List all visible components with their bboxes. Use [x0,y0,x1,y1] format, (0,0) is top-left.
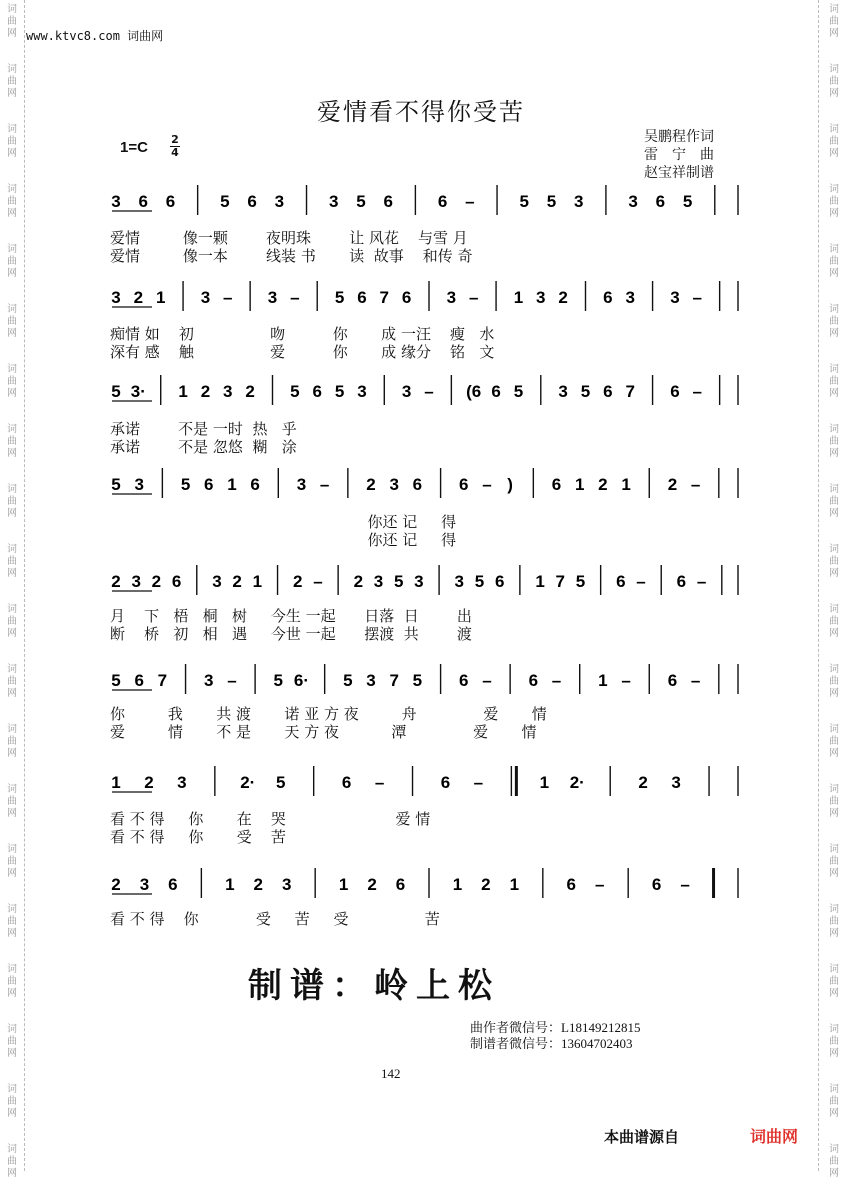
watermark-mark: 词 曲 网 [7,64,17,99]
note: 1 [574,475,585,494]
note: 6 [459,671,469,690]
watermark-mark: 词 曲 网 [829,724,839,759]
watermark-mark: 词 曲 网 [7,184,17,219]
note: 2· [240,773,256,792]
note: 1 [535,572,545,591]
note: 3 [267,288,278,307]
note: 6 [616,572,626,591]
note: 3 [628,192,638,211]
watermark-mark: 词 曲 网 [7,1144,17,1179]
note: – [319,475,330,494]
note: – [690,475,701,494]
note: 3 [558,382,568,401]
note: 3 [111,288,121,307]
note: – [594,875,605,894]
note: 2 [367,875,377,894]
note: 1 [452,875,463,894]
watermark-mark: 词 曲 网 [829,304,839,339]
note: 6 [491,382,501,401]
note: 6 [165,192,176,211]
note: 3 [357,382,367,401]
note: 2 [667,475,678,494]
note: 5 [111,475,121,494]
page-number: 142 [381,1066,401,1081]
watermark-mark: 词 曲 网 [7,304,17,339]
note: 5 [334,382,345,401]
note: 2 [151,572,162,591]
note: 6 [247,192,257,211]
note: 3 [329,192,339,211]
note: 3 [671,773,681,792]
key-signature: 1=C [120,139,148,156]
note: 1 [513,288,524,307]
credit-arranger: 赵宝祥制谱 [644,165,714,181]
watermark-mark: 词 曲 网 [829,1024,839,1059]
arranger-signature: 制谱：岭上松 [248,966,500,1006]
note: 1 [111,773,121,792]
note: – [692,288,703,307]
watermark-mark: 词 曲 网 [829,904,839,939]
note: 1 [178,382,188,401]
note: 2 [293,572,303,591]
note: 5 [111,382,121,401]
note: 5 [290,382,300,401]
note: 6 [459,475,469,494]
note: 5 [393,572,404,591]
note: 3 [536,288,546,307]
note: 6 [312,382,322,401]
watermark-mark: 词 曲 网 [7,244,17,279]
note: – [621,671,631,690]
note: 5 [273,671,284,690]
note: 6 [437,192,448,211]
watermark-mark: 词 曲 网 [829,964,839,999]
note: 3 [223,382,233,401]
note: – [424,382,434,401]
lyric-row-2-verse-1: 痴情 如 初 吻 你 成 一汪 瘦 水 [110,325,495,343]
note: 3 [670,288,680,307]
note: 5 [575,572,586,591]
watermark-mark: 词 曲 网 [7,124,17,159]
note: 3 [296,475,307,494]
lyric-row-3-verse-2: 承诺 不是 忽悠 糊 涂 [110,438,297,456]
note: 6 [670,382,680,401]
note: 5 [580,382,591,401]
note: 3 [212,572,222,591]
note: 2 [111,572,121,591]
note: 5 [180,475,191,494]
note: 1 [155,288,166,307]
lyric-row-1-verse-1: 爱情 像一颗 夜明珠 让 风花 与雪 月 [110,229,468,247]
watermark-mark: 词 曲 网 [829,784,839,819]
watermark-mark: 词 曲 网 [829,424,839,459]
note: 1 [509,875,520,894]
note: 5 [220,192,230,211]
watermark-mark: 词 曲 网 [829,544,839,579]
watermark-mark: 词 曲 网 [829,364,839,399]
note: 6 [551,475,562,494]
note: 6 [168,875,178,894]
watermark-mark: 词 曲 网 [829,184,839,219]
note: 6 [357,288,367,307]
note: 6· [293,671,310,690]
note: 3 [200,288,211,307]
note: 2· [569,773,585,792]
lyric-row-7-verse-2: 看 不 得 你 受 苦 [110,828,286,846]
note: 3 [573,192,584,211]
note: – [468,288,479,307]
watermark-mark: 词 曲 网 [7,664,17,699]
watermark-mark: 词 曲 网 [829,64,839,99]
time-signature-bottom: 4 [171,146,179,159]
note: 3 [177,773,187,792]
note: 3· [130,382,146,401]
note: 3 [139,875,150,894]
note: 5 [546,192,557,211]
credit-composer: 雷 宁 曲 [644,147,714,163]
note: 3 [366,671,376,690]
lyric-row-4-verse-2: 你还 记 得 [110,531,457,549]
watermark-mark: 词 曲 网 [829,4,839,39]
lyric-row-5-verse-2: 断 桥 初 相 遇 今世 一起 摆渡 共 渡 [110,625,472,643]
watermark-mark: 词 曲 网 [7,844,17,879]
note: 2 [245,382,255,401]
note: 3 [134,475,144,494]
note: 1 [621,475,631,494]
watermark-mark: 词 曲 网 [829,844,839,879]
note: 5 [412,671,423,690]
note: 7 [379,288,390,307]
note: – [551,671,562,690]
note: – [473,773,484,792]
time-signature-top: 2 [171,133,179,146]
lyric-row-5-verse-1: 月 下 梧 桐 树 今生 一起 日落 日 出 [110,607,472,625]
note: 6 [528,671,539,690]
note: 6 [566,875,577,894]
note: 6 [395,875,406,894]
note: 2 [144,773,154,792]
note: 2 [133,288,144,307]
lyric-row-8-verse-1: 看 不 得 你 受 苦 受 苦 [110,910,440,928]
note: 2 [232,572,242,591]
note: 2 [598,475,608,494]
note: 6 [676,572,687,591]
watermark-mark: 词 曲 网 [829,1144,839,1179]
footer-brand-link[interactable]: 词曲网 [750,1127,799,1146]
note: 6 [651,875,662,894]
watermark-mark: 词 曲 网 [7,424,17,459]
watermark-mark: 词 曲 网 [829,664,839,699]
note: 6 [171,572,182,591]
arranger-wechat: 制谱者微信号：13604702403 [470,1036,633,1051]
note: – [636,572,646,591]
note: 2 [253,875,264,894]
watermark-mark: 词 曲 网 [7,544,17,579]
watermark-mark: 词 曲 网 [7,484,17,519]
note: 2 [558,288,568,307]
note: 1 [227,475,237,494]
lyric-row-2-verse-2: 深有 感 触 爱 你 成 缘分 铭 文 [110,343,495,361]
watermark-mark: 词 曲 网 [7,4,17,39]
note: 6 [603,382,613,401]
note: 3 [625,288,635,307]
lyric-row-3-verse-1: 承诺 不是 一时 热 乎 [110,420,297,438]
lyric-row-7-verse-1: 看 不 得 你 在 哭 爱 情 [110,810,431,828]
note: – [692,382,703,401]
note: 5 [343,671,353,690]
credit-lyricist: 吴鹏程作词 [644,129,714,145]
watermark-mark: 词 曲 网 [7,964,17,999]
note: 6 [440,773,451,792]
note: 2 [111,875,121,894]
note: 2 [366,475,376,494]
watermark-mark: 词 曲 网 [829,604,839,639]
note: 7 [555,572,565,591]
note: 5 [334,288,345,307]
note: 1 [225,875,235,894]
note: 2 [638,773,648,792]
note: 2 [481,875,491,894]
watermark-mark: 词 曲 网 [7,904,17,939]
note: 3 [281,875,292,894]
note: 6 [603,288,613,307]
note: 6 [383,192,393,211]
footer-source-label: 本曲谱源自 [604,1128,680,1146]
note: 6 [134,671,144,690]
note: 7 [157,671,168,690]
note: – [482,475,492,494]
note: – [680,875,690,894]
note: 5 [474,572,485,591]
note: 3 [401,382,412,401]
note: 3 [131,572,141,591]
note: – [374,773,385,792]
note: 5 [276,773,286,792]
lyric-row-4-verse-1: 你还 记 得 [110,513,457,531]
song-title: 爱情看不得你受苦 [317,98,525,126]
note: 6 [341,773,352,792]
note: 1 [252,572,263,591]
note: 1 [539,773,550,792]
note: – [223,288,233,307]
note: – [690,671,701,690]
note: 5 [513,382,524,401]
lyric-row-6-verse-1: 你 我 共 渡 诺 亚 方 夜 舟 爱 情 [110,705,547,723]
note: 6 [667,671,678,690]
note: 3 [446,288,457,307]
note: 5 [519,192,529,211]
note: 3 [274,192,285,211]
note: 6 [655,192,666,211]
watermark-mark: 词 曲 网 [7,1084,17,1119]
note: ) [507,475,513,494]
note: 3 [414,572,424,591]
note: 3 [454,572,465,591]
note: 7 [389,671,399,690]
site-header[interactable]: www.ktvc8.com 词曲网 [26,29,164,43]
note: 7 [625,382,635,401]
note: 1 [338,875,349,894]
note: 6 [401,288,412,307]
note: – [313,572,323,591]
watermark-mark: 词 曲 网 [7,364,17,399]
composer-wechat: 曲作者微信号：L18149212815 [470,1020,641,1035]
note: 5 [356,192,366,211]
watermark-mark: 词 曲 网 [829,1084,839,1119]
note: 1 [598,671,608,690]
watermark-mark: 词 曲 网 [7,724,17,759]
lyric-row-6-verse-2: 爱 情 不 是 天 方 夜 潭 爱 情 [110,723,537,741]
note: 2 [353,572,364,591]
note: 6 [204,475,214,494]
note: – [482,671,492,690]
note: – [696,572,707,591]
note: 2 [200,382,211,401]
watermark-mark: 词 曲 网 [7,604,17,639]
note: 6 [138,192,148,211]
note: 3 [389,475,399,494]
watermark-mark: 词 曲 网 [829,484,839,519]
note: – [290,288,300,307]
note: 6 [494,572,505,591]
note: 6 [412,475,423,494]
note: 5 [111,671,121,690]
note: 3 [373,572,384,591]
watermark-mark: 词 曲 网 [829,124,839,159]
note: 5 [682,192,693,211]
note: – [465,192,475,211]
watermark-mark: 词 曲 网 [7,784,17,819]
note: – [227,671,237,690]
note: 6 [250,475,260,494]
watermark-mark: 词 曲 网 [829,244,839,279]
watermark-mark: 词 曲 网 [7,1024,17,1059]
lyric-row-1-verse-2: 爱情 像一本 线装 书 读 故事 和传 奇 [110,247,473,265]
note: (6 [466,382,482,401]
note: 3 [204,671,214,690]
note: 3 [111,192,121,211]
